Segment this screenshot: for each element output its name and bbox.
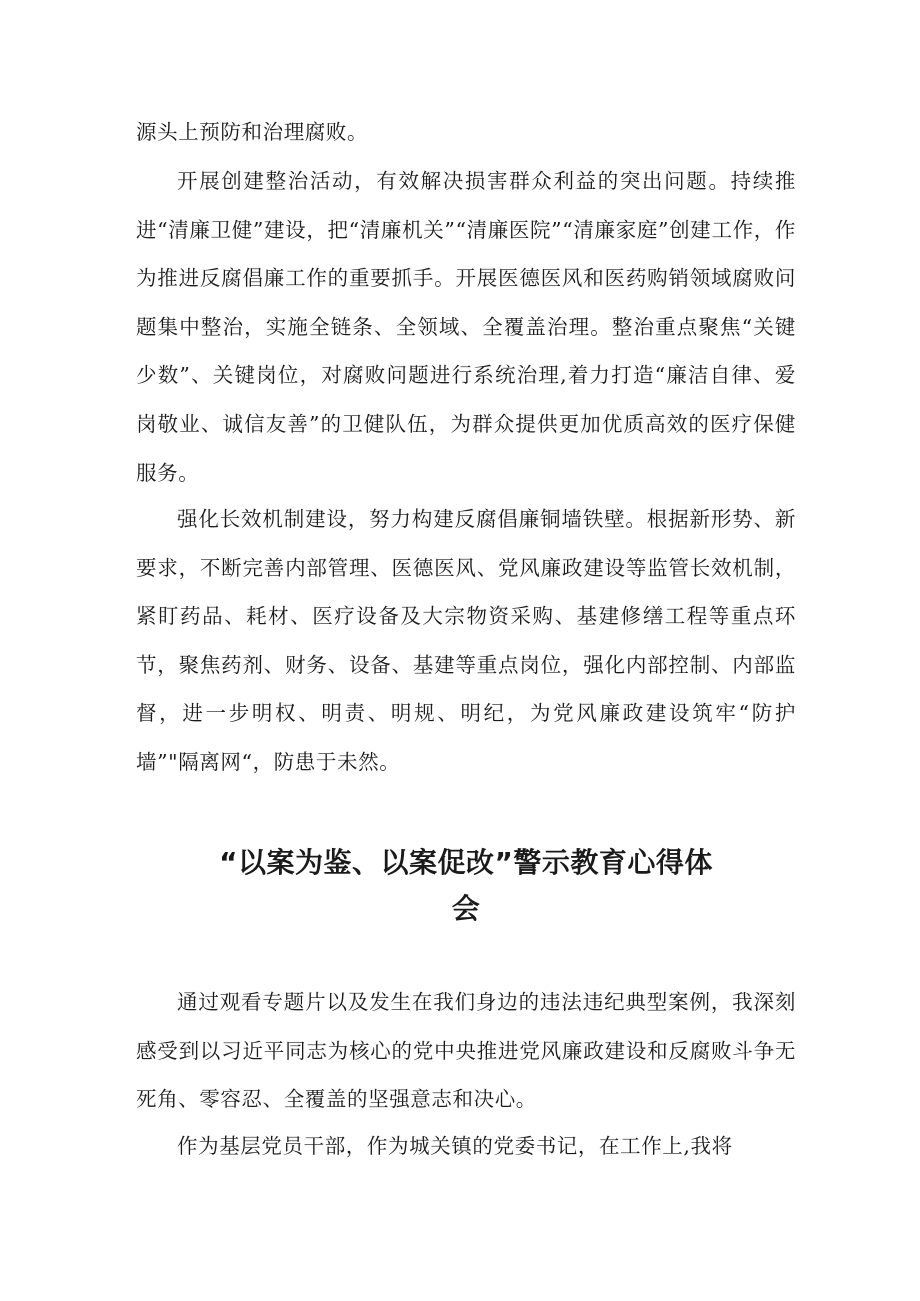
section-title-line-2: 会 <box>451 892 481 925</box>
paragraph-party-cadre: 作为基层党员干部，作为城关镇的党委书记，在工作上,我将 <box>177 1134 733 1158</box>
paragraph-rectification-campaign: 开展创建整治活动，有效解决损害群众利益的突出问题。持续推进“清廉卫健”建设，把“清廉机关”“清廉医院”“清廉家庭”创建工作，作为推进反腐倡廉工作的重要抓手。开展医德医风和医药购销领域腐败问题集中整治，实施全链条、全领域、全覆盖治理。整治重点聚焦“关键少数”、关键岗位，对腐败问题进行系统治理,着力打造“廉洁自律、爱岗敬业、诚信友善”的卫健队伍，为群众提供更加优质高效的医疗保健服务。 <box>136 169 796 485</box>
section-title-line-1: “以案为鉴、以案促改”警示教育心得体 <box>219 846 713 879</box>
section-title <box>136 840 796 932</box>
paragraph-warning-education: 通过观看专题片以及发生在我们身边的违法违纪典型案例，我深刻感受到以习近平同志为核心的党中央推进党风廉政建设和反腐败斗争无死角、零容忍、全覆盖的坚强意志和决心。 <box>136 990 796 1112</box>
paragraph-long-term-mechanism: 强化长效机制建设，努力构建反腐倡廉铜墙铁壁。根据新形势、新要求，不断完善内部管理、医德医风、党风廉政建设等监管长效机制，紧盯药品、耗材、医疗设备及大宗物资采购、基建修缮工程等重点环节，聚焦药剂、财务、设备、基建等重点岗位，强化内部控制、内部监督，进一步明权、明责、明规、明纪，为党风廉政建设筑牢“防护墙”"隔离网“，防患于未然。 <box>136 507 796 774</box>
paragraph-continuation: 源头上预防和治理腐败。 <box>136 120 369 144</box>
